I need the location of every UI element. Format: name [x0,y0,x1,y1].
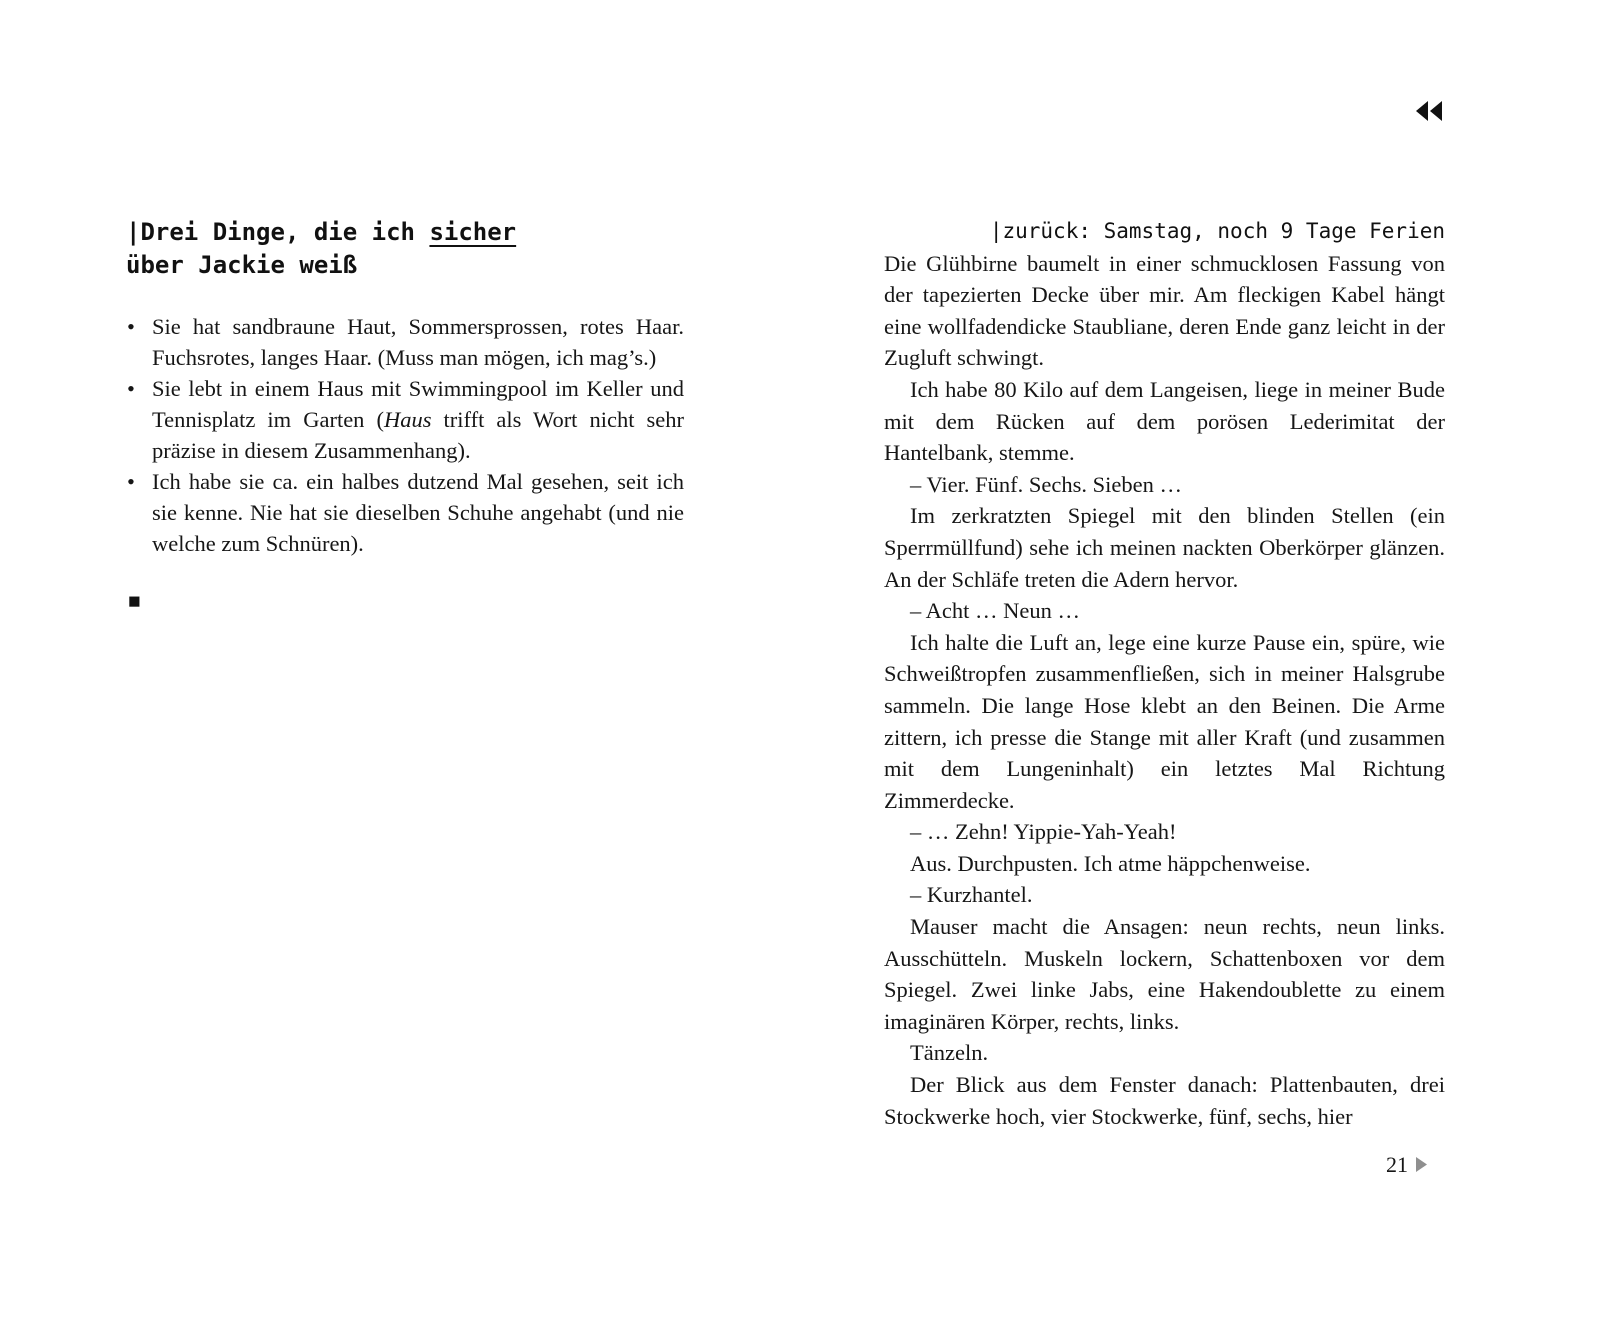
bullet-item [126,466,684,559]
bullet-marker: • [127,469,135,494]
body-paragraph: Tänzeln. [910,1040,989,1066]
page-number-value: 21 [1386,1152,1408,1177]
bullet-text: Sie lebt in einem Haus mit Swimmingpool im Keller und Tennisplatz im Garten (Haus trifft als Wort nicht sehr präzise in diesem Zusammenhang). [152,376,684,463]
body-paragraph: – Kurzhantel. [910,882,1033,908]
bullet-marker: • [127,314,135,339]
next-page-icon[interactable] [1415,1153,1428,1179]
page-number [1386,1151,1428,1179]
rewind-icon[interactable] [1414,100,1444,122]
body-paragraph: – … Zehn! Yippie-Yah-Yeah! [910,819,1177,845]
heading-line1-pre: |Drei Dinge, die ich [126,218,430,246]
body-paragraph: Ich habe 80 Kilo auf dem Langeisen, liege in meiner Bude mit dem Rücken auf dem porösen Lederimitat der Hantelbank, stemme. [884,376,1445,466]
heading-line2: über Jackie weiß [126,251,358,279]
bullet-marker: • [127,376,135,401]
bullet-list [126,311,684,559]
body-paragraph: Aus. Durchpusten. Ich atme häppchenweise. [910,850,1311,876]
next-page-icon-glyph [1415,1156,1428,1173]
body-paragraph: Die Glühbirne baumelt in einer schmucklosen Fassung von der tapezierten Decke über mir. Am fleckigen Kabel hängt eine wollfadendicke Staubliane, deren Ende ganz leicht in der Zugluft schwingt. [884,250,1445,371]
heading-underlined-word: sicher [429,218,517,246]
body-paragraph: – Acht … Neun … [910,598,1080,624]
chapter-header: |zurück: Samstag, noch 9 Tage Ferien [989,219,1445,243]
bullet-item [126,373,684,466]
bullet-text: Ich habe sie ca. ein halbes dutzend Mal gesehen, seit ich sie kenne. Nie hat sie dieselben Schuhe angehabt (und nie welche zum Schnüren). [152,469,684,556]
section-end-mark: ■ [128,589,141,613]
bullet-text: Sie hat sandbraune Haut, Sommersprossen, rotes Haar. Fuchsrotes, langes Haar. (Muss man mögen, ich mag’s.) [152,314,684,370]
rewind-icon-glyph [1414,100,1444,122]
body-paragraph: Ich halte die Luft an, lege eine kurze Pause ein, spüre, wie Schweißtropfen zusammenfließen, sich in meiner Halsgrube sammeln. Die lange Hose klebt an den Beinen. Die Arme zittern, ich presse die Stange mit aller Kraft (und zusammen mit dem Lungeninhalt) ein letztes Mal Richtung Zimmerdecke. [884,629,1445,813]
body-paragraph: Mauser macht die Ansagen: neun rechts, neun links. Ausschütteln. Muskeln lockern, Schattenboxen vor dem Spiegel. Zwei linke Jabs, eine Hakendoublette zu einem imaginären Körper, rechts, links. [884,914,1445,1034]
bullet-item [126,311,684,373]
left-page [126,216,686,612]
body-paragraph: – Vier. Fünf. Sechs. Sieben … [910,471,1182,497]
right-page [884,216,1445,1132]
body-paragraph: Der Blick aus dem Fenster danach: Plattenbauten, drei Stockwerke hoch, vier Stockwerke, fünf, sechs, hier [884,1072,1445,1129]
chapter-heading [126,216,686,282]
body-paragraph: Im zerkratzten Spiegel mit den blinden Stellen (ein Sperrmüllfund) sehe ich meinen nackten Oberkörper glänzen. An der Schläfe treten die Adern hervor. [884,503,1445,592]
